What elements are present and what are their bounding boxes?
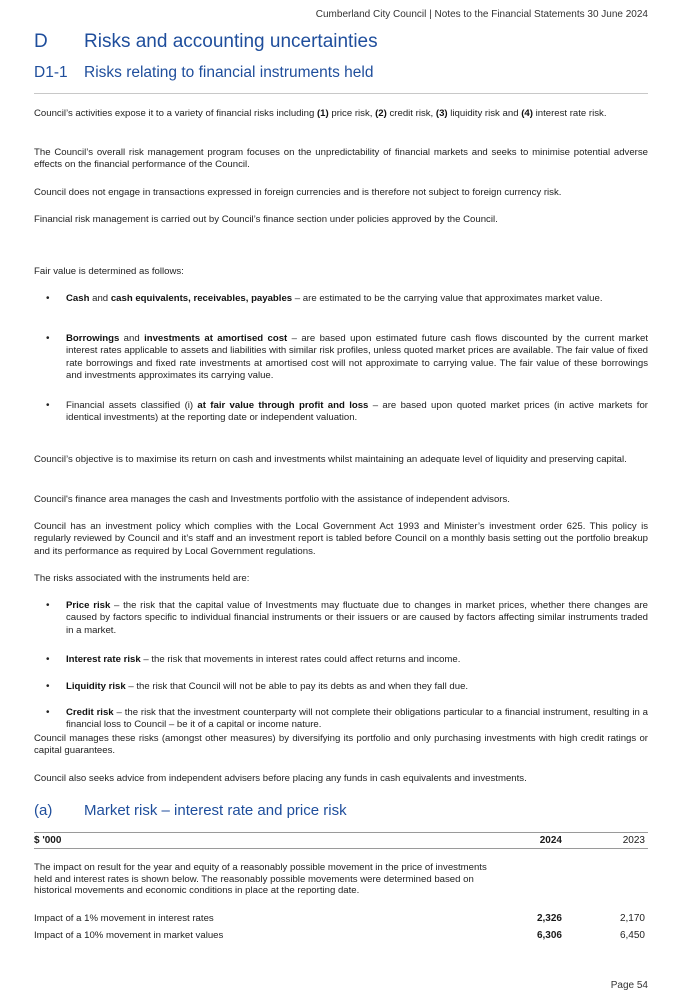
fair-value-lead: Fair value is determined as follows: xyxy=(34,266,184,277)
intro-paragraph-2: The Council’s overall risk management program focuses on the unpredictability of financial markets and seeks to minimise potential adverse effects on the financial performance of the Council. xyxy=(34,147,648,171)
table-cell-2023: 2,170 xyxy=(619,913,645,924)
page-header: Cumberland City Council | Notes to the Financial Statements 30 June 2024 xyxy=(315,9,648,20)
market-risk-label: (a) xyxy=(34,802,53,819)
objective-paragraph-3: Council has an investment policy which complies with the Local Government Act 1993 and Minister’s investment order 625. This policy is regularly reviewed by Council and it’s staff and an investment report is tabled before Council on a monthly basis setting out the portfolio breakup and its performance as required by Local Government regulations. xyxy=(34,521,648,557)
section-heading: Risks and accounting uncertainties xyxy=(84,31,378,52)
bullet-icon: • xyxy=(46,600,50,611)
objective-paragraph-4: The risks associated with the instruments held are: xyxy=(34,573,250,584)
advice-paragraph: Council also seeks advice from independent advisers before placing any funds in cash equivalents and investments. xyxy=(34,773,527,784)
fair-value-bullet-1: • Cash and cash equivalents, receivables, payables – are estimated to be the carrying value that approximates market value. xyxy=(46,293,603,304)
intro-paragraph-1: Council’s activities expose it to a variety of financial risks including (1) price risk, (2) credit risk, (3) liquidity risk and (4) interest rate risk. xyxy=(34,108,607,119)
objective-paragraph-2: Council's finance area manages the cash and Investments portfolio with the assistance of independent advisors. xyxy=(34,494,510,505)
bullet-icon: • xyxy=(46,400,50,411)
market-risk-heading: Market risk – interest rate and price risk xyxy=(84,802,347,819)
subsection-title xyxy=(34,64,373,82)
risk-bullet-liquidity: • Liquidity risk – the risk that Council will not be able to pay its debts as and when they fall due. xyxy=(46,681,469,692)
fair-value-bullet-2: • Borrowings and investments at amortised cost – are based upon estimated future cash flows discounted by the current market interest rates applicable to assets and liabilities with similar risk profiles, unless quoted market prices are available. The fair value of fixed rate borrowings and fixed rate investments at amortised cost will not approximate to carrying value. The fair value of these borrowings and investments approximates its carrying value. xyxy=(46,333,649,382)
table-header-2023: 2023 xyxy=(622,835,645,846)
market-risk-title xyxy=(34,802,347,819)
bullet-icon: • xyxy=(46,681,50,692)
risk-bullet-credit: • Credit risk – the risk that the investment counterparty will not complete their obligations particular to a financial instrument, resulting in a financial loss to Council – be it of a capital or income nature. xyxy=(46,707,648,731)
divider xyxy=(34,93,648,94)
table-cell-2024: 6,306 xyxy=(536,930,562,941)
table-header-2024: 2024 xyxy=(539,835,562,846)
section-title xyxy=(34,31,378,53)
table-row-label: Impact of a 1% movement in interest rates xyxy=(34,913,214,924)
section-letter: D xyxy=(34,31,48,52)
risk-management-paragraph: Council manages these risks (amongst other measures) by diversifying its portfolio and only purchasing investments with high credit ratings or capital guarantees. xyxy=(34,733,648,757)
risk-bullet-price: • Price risk – the risk that the capital value of Investments may fluctuate due to changes in market prices, whether there changes are caused by factors specific to individual financial instruments or their issuers or are caused by factors affecting similar instruments traded in a market. xyxy=(46,600,648,636)
subsection-number: D1-1 xyxy=(34,64,68,81)
table-top-rule xyxy=(34,832,648,833)
bullet-icon: • xyxy=(46,654,50,665)
risk-bullet-interest: • Interest rate risk – the risk that movements in interest rates could affect returns and income. xyxy=(46,654,461,665)
intro-paragraph-4: Financial risk management is carried out by Council’s finance section under policies approved by the Council. xyxy=(34,214,498,225)
table-header-rule xyxy=(34,848,648,849)
table-unit-header: $ '000 xyxy=(34,835,62,846)
table-cell-2024: 2,326 xyxy=(536,913,562,924)
fair-value-bullet-3: • Financial assets classified (i) at fair value through profit and loss – are based upon quoted market prices (in active markets for identical investments) at the reporting date or independent valuation. xyxy=(46,400,648,424)
bullet-icon: • xyxy=(46,707,50,718)
table-row-label: Impact of a 10% movement in market values xyxy=(34,930,224,941)
table-cell-2023: 6,450 xyxy=(619,930,645,941)
objective-paragraph-1: Council’s objective is to maximise its return on cash and investments whilst maintaining an adequate level of liquidity and preserving capital. xyxy=(34,454,627,465)
page-number: Page 54 xyxy=(610,980,648,991)
bullet-icon: • xyxy=(46,293,50,304)
bullet-icon: • xyxy=(46,333,50,344)
intro-paragraph-3: Council does not engage in transactions expressed in foreign currencies and is therefore not subject to foreign currency risk. xyxy=(34,187,562,198)
subsection-heading: Risks relating to financial instruments held xyxy=(84,64,374,81)
table-description: The impact on result for the year and equity of a reasonably possible movement in the price of investments held and interest rates is shown below. The reasonably possible movements were determined based on historical movements and economic conditions in place at the reporting date. xyxy=(34,862,487,896)
